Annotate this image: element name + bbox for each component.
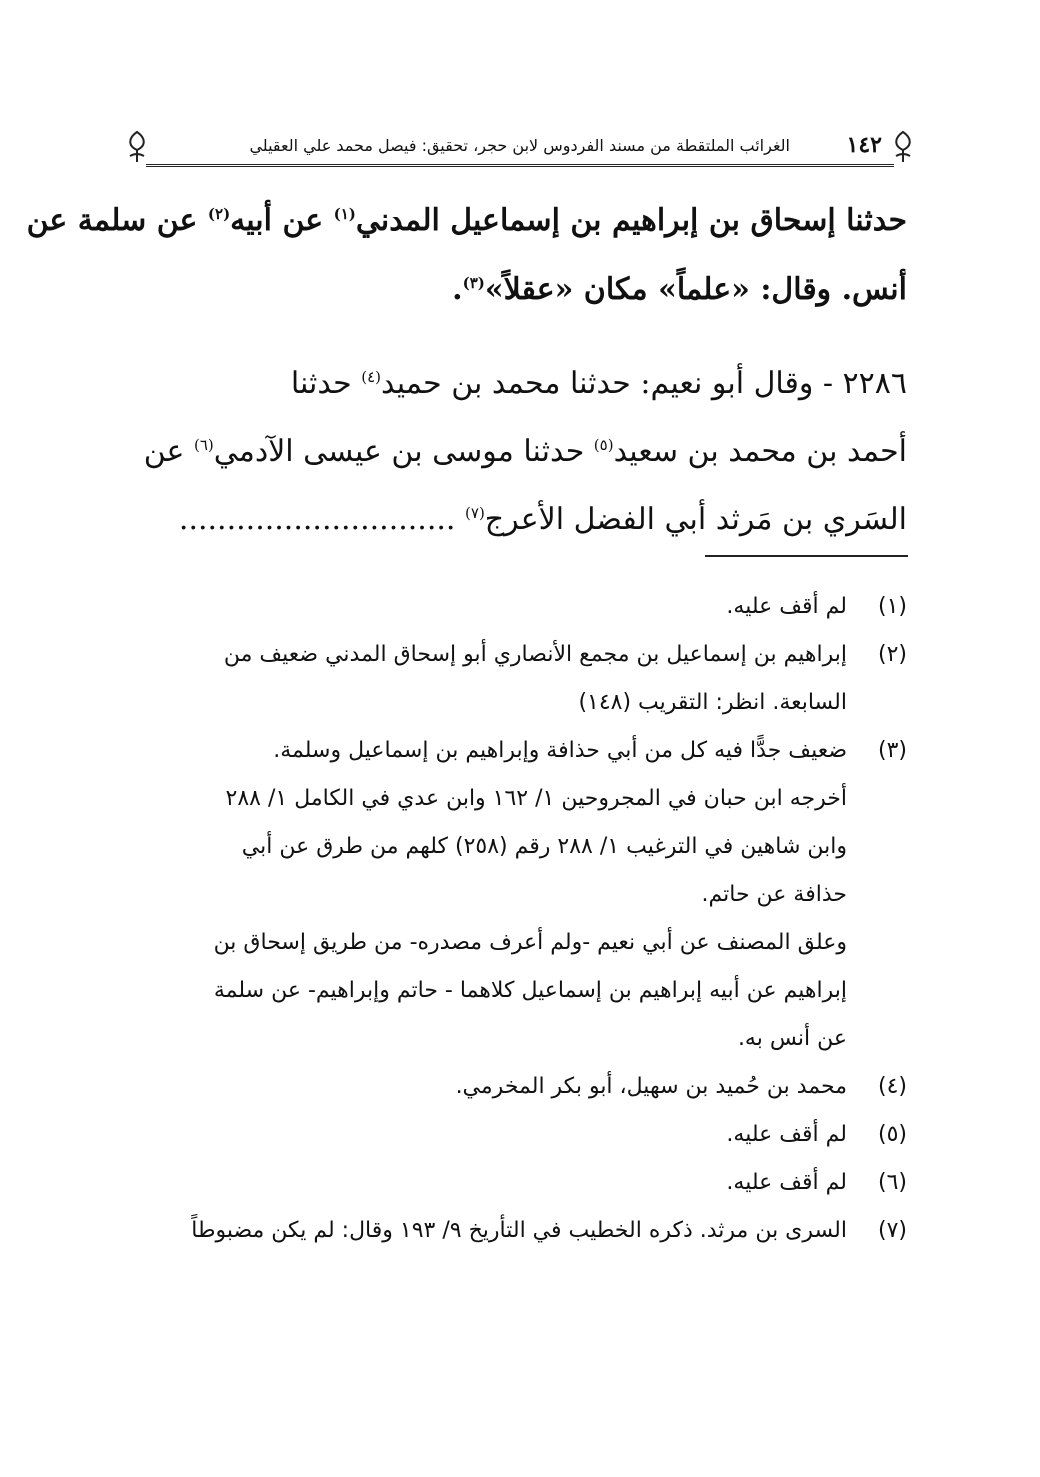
footnote-ref: (١) bbox=[333, 205, 356, 223]
footnote-6: (٦) لم أقف عليه. bbox=[726, 1170, 907, 1195]
footnote-3: (٣) ضعيف جدًّا فيه كل من أبي حذافة وإبراهيم بن إسماعيل وسلمة. bbox=[273, 738, 907, 763]
footnote-ref: (٢) bbox=[207, 205, 231, 223]
running-title: الغرائب الملتقطة من مسند الفردوس لابن حجر، تحقيق: فيصل محمد علي العقيلي bbox=[249, 136, 790, 155]
page-number: ١٤٢ bbox=[846, 132, 882, 158]
ornament-right-icon bbox=[890, 130, 916, 164]
text-line: حدثنا إسحاق بن إبراهيم بن إسماعيل المدني$^{(١)}$ عن أبيه$^{(٢)}$ عن سلمة عن bbox=[26, 203, 907, 238]
hadith-number: ٢٢٨٦ bbox=[842, 366, 907, 401]
footnote-4: (٤) محمد بن حُميد بن سهيل، أبو بكر المخرمي. bbox=[455, 1074, 907, 1099]
footnote-ref: (٧) bbox=[465, 504, 485, 522]
footnote-3-continued: أخرجه ابن حبان في المجروحين ١/ ١٦٢ وابن عدي في الكامل ١/ ٢٨٨ وابن شاهين في الترغيب ١/ ٢٨٨ رقم (٢٥٨) كلهم من طرق عن أبي حذافة عن حاتم. وعلق المصنف عن أبي نعيم -ولم أعرف مصدره- من طريق إسحاق بن إبراهيم عن أبيه إبراهيم بن إسماعيل كلاهما - حاتم وإبراهيم- عن سلمة عن أنس به. bbox=[213, 786, 847, 1051]
footnote-5: (٥) لم أقف عليه. bbox=[726, 1122, 907, 1147]
footnote-ref: (٥) bbox=[593, 436, 614, 454]
footnotes bbox=[135, 583, 907, 1255]
text-line: أحمد بن محمد بن سعيد$^{(٥)}$ حدثنا موسى بن عيسى الآدمي$^{(٦)}$ عن bbox=[143, 434, 907, 469]
page-header bbox=[130, 128, 910, 172]
text-line: ٢٢٨٦ - وقال أبو نعيم: حدثنا محمد بن حميد$^{(٤)}$ حدثنا bbox=[290, 366, 907, 401]
ornament-left-icon bbox=[124, 130, 150, 164]
footnote-separator bbox=[705, 555, 908, 557]
ellipsis-dots: ............................. bbox=[178, 502, 456, 537]
footnote-2: (٢) إبراهيم بن إسماعيل بن مجمع الأنصاري أبو إسحاق المدني ضعيف من السابعة. انظر: التقريب (١٤٨) bbox=[223, 642, 907, 715]
footnote-ref: (٤) bbox=[361, 368, 381, 386]
header-rule bbox=[146, 164, 894, 167]
paragraph-hadith bbox=[135, 350, 907, 554]
text-line: أنس. وقال: «علماً» مكان «عقلاً»$^{(٣)}$. bbox=[452, 272, 907, 307]
footnote-ref: (٣) bbox=[462, 274, 485, 292]
footnote-ref: (٦) bbox=[193, 436, 214, 454]
footnote-1: (١) لم أقف عليه. bbox=[726, 594, 907, 619]
footnote-7: (٧) السرى بن مرثد. ذكره الخطيب في التأريخ ٩/ ١٩٣ وقال: لم يكن مضبوطاً bbox=[191, 1218, 907, 1243]
paragraph-1 bbox=[26, 186, 907, 324]
text-line: السَري بن مَرثد أبي الفضل الأعرج$^{(٧)}$ ............................. bbox=[178, 502, 907, 537]
